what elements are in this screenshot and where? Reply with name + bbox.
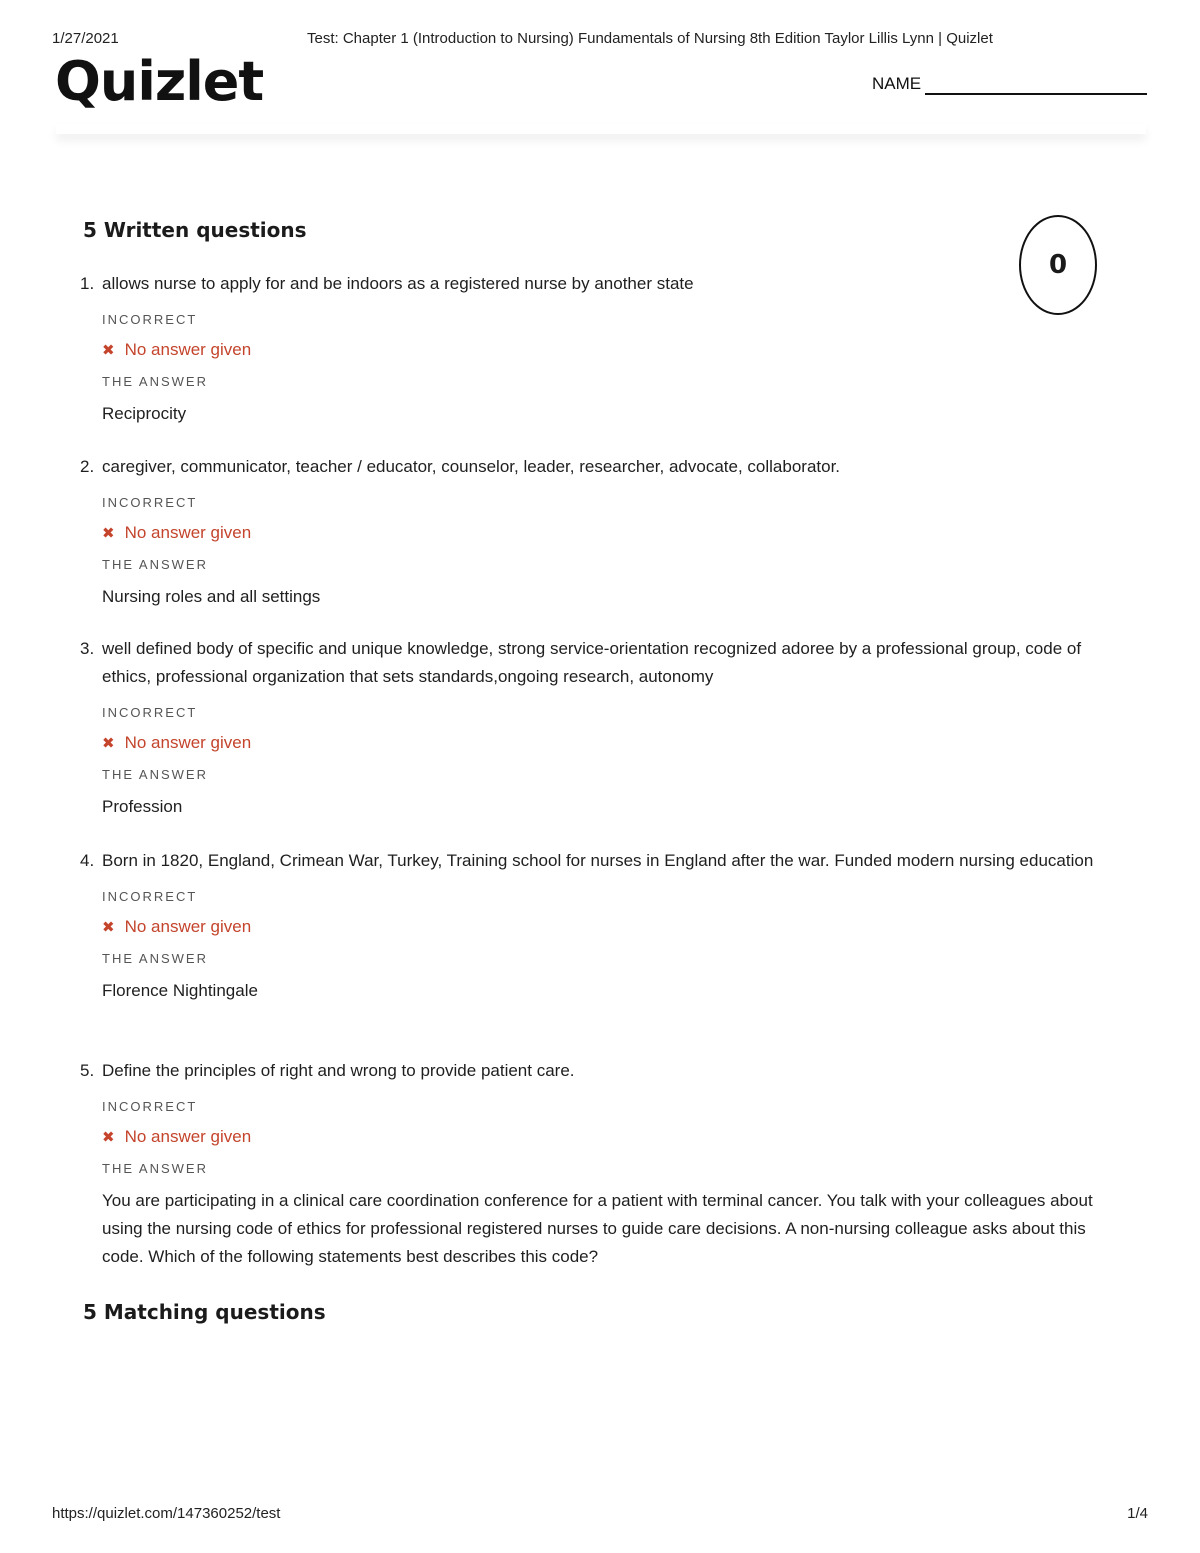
question-prompt	[80, 635, 1130, 691]
incorrect-label: INCORRECT	[102, 495, 198, 510]
no-answer-text: No answer given	[124, 733, 252, 752]
close-icon: ✖	[102, 1129, 115, 1146]
correct-answer: Florence Nightingale	[102, 981, 258, 1000]
close-icon: ✖	[102, 525, 115, 542]
question-prompt	[80, 847, 1130, 875]
close-icon: ✖	[102, 735, 115, 752]
matching-questions-heading: 5 Matching questions	[83, 1300, 326, 1324]
question-number: 1.	[80, 274, 95, 293]
question-number: 2.	[80, 457, 95, 476]
correct-answer: Profession	[102, 797, 183, 816]
correct-answer: Reciprocity	[102, 404, 187, 423]
no-answer-text: No answer given	[124, 340, 252, 359]
question-5	[80, 1057, 1130, 1271]
question-1	[80, 270, 1130, 428]
correct-answer: Nursing roles and all settings	[102, 587, 321, 606]
incorrect-label: INCORRECT	[102, 312, 198, 327]
answer-label: THE ANSWER	[102, 374, 208, 389]
answer-label: THE ANSWER	[102, 557, 208, 572]
question-prompt	[80, 270, 1130, 298]
no-answer-text: No answer given	[124, 523, 252, 542]
name-label: NAME	[872, 74, 922, 93]
given-answer	[102, 1125, 1130, 1149]
correct-answer: You are participating in a clinical care coordination conference for a patient with terminal cancer. You talk with your colleagues about using the nursing code of ethics for professional registered nurses to guide care decisions. A non-nursing colleague asks about this code. Which of the following statements best describes this code?	[102, 1191, 1093, 1266]
question-text: caregiver, communicator, teacher / educator, counselor, leader, researcher, advocate, collaborator.	[102, 457, 841, 476]
name-input-line[interactable]	[925, 93, 1147, 95]
given-answer	[102, 521, 1130, 545]
question-text: allows nurse to apply for and be indoors as a registered nurse by another state	[102, 274, 694, 293]
question-text: Born in 1820, England, Crimean War, Turkey, Training school for nurses in England after the war. Funded modern nursing education	[102, 851, 1094, 870]
page-url[interactable]: https://quizlet.com/147360252/test	[52, 1505, 281, 1522]
header-divider	[56, 124, 1146, 134]
incorrect-label: INCORRECT	[102, 889, 198, 904]
question-prompt	[80, 453, 1130, 481]
question-number: 4.	[80, 851, 95, 870]
incorrect-label: INCORRECT	[102, 1099, 198, 1114]
print-header	[52, 30, 1148, 50]
print-date: 1/27/2021	[52, 30, 119, 47]
answer-label: THE ANSWER	[102, 1161, 208, 1176]
question-text: Define the principles of right and wrong to provide patient care.	[102, 1061, 575, 1080]
question-text: well defined body of specific and unique knowledge, strong service-orientation recognized adoree by a professional group, code of ethics, professional organization that sets standards,ongoing research, autonomy	[102, 639, 1082, 686]
close-icon: ✖	[102, 342, 115, 359]
answer-label: THE ANSWER	[102, 951, 208, 966]
close-icon: ✖	[102, 919, 115, 936]
incorrect-label: INCORRECT	[102, 705, 198, 720]
answer-label: THE ANSWER	[102, 767, 208, 782]
question-3	[80, 635, 1130, 821]
question-number: 3.	[80, 639, 95, 658]
given-answer	[102, 915, 1130, 939]
question-2	[80, 453, 1130, 611]
question-4	[80, 847, 1130, 1005]
given-answer	[102, 731, 1130, 755]
question-number: 5.	[80, 1061, 95, 1080]
written-questions-heading: 5 Written questions	[83, 218, 307, 242]
no-answer-text: No answer given	[124, 917, 252, 936]
no-answer-text: No answer given	[124, 1127, 252, 1146]
given-answer	[102, 338, 1130, 362]
print-page-title: Test: Chapter 1 (Introduction to Nursing) Fundamentals of Nursing 8th Edition Taylor Lillis Lynn | Quizlet	[307, 30, 993, 47]
score-value: 0	[1048, 250, 1068, 280]
quizlet-logo: Quizlet	[55, 50, 264, 113]
page-number: 1/4	[1127, 1505, 1148, 1522]
question-prompt	[80, 1057, 1130, 1085]
